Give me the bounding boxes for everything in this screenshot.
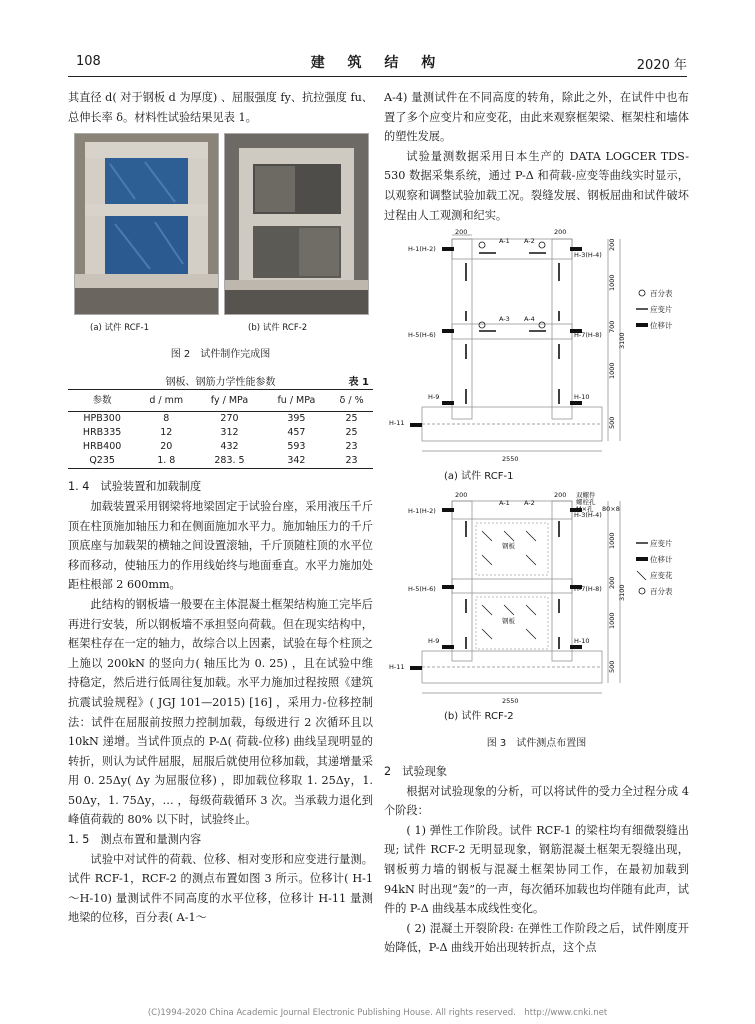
- running-header: [68, 52, 687, 74]
- gauge-b-h1: H-1(H-2): [408, 506, 436, 515]
- legend-a: [636, 288, 673, 330]
- right-column: [384, 88, 689, 958]
- legend-a-dial: 百分表: [650, 289, 673, 299]
- strain-gauges-b: [466, 521, 559, 649]
- legend-b-dial-icon: [639, 588, 645, 594]
- gauge-h11: H-11: [389, 419, 405, 428]
- table-cell: 1. 8: [136, 454, 196, 469]
- figure-3b-diagram: [384, 491, 689, 707]
- dim-a-1: 1000: [608, 274, 616, 292]
- table-number: 表 1: [348, 376, 369, 388]
- table-row: [68, 412, 373, 427]
- table-1-caption: [68, 373, 373, 389]
- section-1-5-heading: 1. 5 测点布置和量测内容: [68, 833, 202, 847]
- measurement-paragraph: 试验中对试件的荷载、位移、相对变形和应变进行量测。试件 RCF-1，RCF-2 的测点布置如图 3 所示。位移计( H-1～H-10) 量测试件不同高度的水平位移，位移计 H-11 量测地梁的位移，百分表( A-1～: [68, 852, 373, 925]
- intro-paragraph: 其直径 d( 对于钢板 d 为厚度) 、屈服强度 fy、抗拉强度 fu、总伸长率 δ。材料性试验结果见表 1。: [68, 91, 373, 124]
- page-number: 108: [76, 54, 101, 69]
- gauge-h9: H-9: [428, 393, 440, 402]
- dial-a2: A-2: [524, 237, 535, 246]
- legend-b: [636, 538, 673, 596]
- dim-total-a: 3100: [618, 332, 626, 350]
- figure-3-caption: 图 3 试件测点布置图: [486, 738, 587, 750]
- table-cell: 25: [345, 427, 358, 439]
- dial-b2: A-2: [524, 498, 535, 507]
- legend-dial-icon: [639, 290, 645, 296]
- dial-gauges-a: [479, 242, 545, 328]
- figure-3a-diagram: [384, 229, 689, 467]
- figure-3b-caption: (b) 试件 RCF-2: [444, 710, 514, 722]
- strain-gauges-a: [466, 253, 559, 404]
- section-2-heading: 2 试验现象: [384, 764, 448, 778]
- legend-b-disp-icon: [636, 557, 648, 561]
- table-cell: HPB300: [83, 413, 121, 425]
- legend-a-disp: 位移计: [650, 321, 673, 331]
- dim-top-a: 200: [455, 229, 468, 237]
- table-header-cell: 参数: [68, 389, 136, 412]
- left-column: [68, 88, 373, 928]
- table-cell: 395: [287, 413, 306, 425]
- dial-a3: A-3: [499, 315, 510, 324]
- dim-a-5: 200: [608, 238, 616, 252]
- loading-paragraph-1: 加载装置采用钢梁将地梁固定于试验台座，采用液压千斤顶在柱顶施加轴压力和在侧面施加水平力。施加轴压力的千斤顶底座与加载架的横轴之间设置滚轴，千斤顶随柱顶的水平位移而移动，使轴压力的作用线始终与地面垂直。水平力施加处距柱根部 2 600mm。: [68, 499, 373, 592]
- gauge-b-h3: H-3(H-4): [574, 510, 602, 519]
- table-cell: Q235: [68, 454, 136, 469]
- photo-rcf1: [74, 133, 219, 315]
- dial-a4: A-4: [524, 315, 535, 324]
- table-cell: 20: [160, 441, 173, 453]
- table-cell: 23: [330, 454, 373, 469]
- dial-b1: A-1: [499, 498, 510, 507]
- table-cell: 270: [220, 413, 239, 425]
- legend-a-strain: 应变片: [650, 305, 673, 315]
- dim-top-a2: 200: [554, 229, 567, 237]
- dim-b-2: 200: [608, 576, 616, 589]
- table-row: [68, 426, 373, 440]
- loading-paragraph-2: 此结构的钢板墙一般要在主体混凝土框架结构施工完毕后再进行安装，所以钢板墙不承担竖向荷载。但在现实结构中，框架柱存在一定的轴力，故综合以上因素，试验在每个柱顶之上施以 200kN 的竖向力( 轴压比为 0. 25) ，且在试验中维持稳定，然后进行低周往复加载。水平力施加过程按照《建筑抗震试验规程》( JGJ 101—2015) [16] ，采用力-位移控制法：试件在屈服前按照力控制加载，每级进行 2 次循环且以 10kN 递增。当试件顶点的 P-Δ( 荷载-位移) 曲线呈现明显的转折，则认为试件屈服，屈服后就使用位移加载，其递增量采用 0. 25Δy( Δy 为屈服位移) ，即加载位移取 1. 25Δy，1. 50Δy，1. 75Δy，… ，每级荷载循环 3 次。当承载力退化到峰值荷载的 80% 以下时，试验终止。: [68, 597, 373, 827]
- legend-b-strain: 应变片: [650, 538, 673, 548]
- table-cell: 457: [287, 427, 306, 439]
- figure-2-caption: 图 2 试件制作完成图: [170, 349, 271, 361]
- table-cell: 23: [345, 441, 358, 453]
- bolt-note-1: 双螺件: [576, 490, 596, 499]
- gauge-h5: H-5(H-6): [408, 331, 436, 340]
- dim-width-b: 2550: [502, 696, 519, 705]
- photo-rcf2: [224, 133, 369, 315]
- table-cell: 8: [163, 413, 170, 425]
- table-cell: 12: [160, 427, 173, 439]
- table-cell: 432: [220, 441, 239, 453]
- table-cell: 283. 5: [196, 454, 262, 469]
- table-header-cell: fu / MPa: [263, 389, 330, 412]
- gauge-b-h11: H-11: [389, 662, 405, 671]
- table-header-cell: fy / MPa: [196, 389, 262, 412]
- table-cell: HRB400: [82, 441, 122, 453]
- table-cell: 342: [263, 454, 330, 469]
- plate-label-top: 钢板: [502, 541, 515, 550]
- bolt-note-2: 螺栓孔: [576, 497, 596, 506]
- legend-b-rosette: 应变花: [650, 570, 673, 580]
- table-row: [68, 454, 373, 469]
- labels-b: [389, 491, 626, 705]
- frame-outline-a: [422, 239, 602, 441]
- gauge-h3: H-3(H-4): [574, 251, 602, 260]
- plate-label-bottom: 钢板: [502, 616, 515, 625]
- table-header-row: [68, 389, 373, 412]
- labels-a: [389, 229, 626, 463]
- gauge-h1: H-1(H-2): [408, 245, 436, 254]
- table-title: 钢板、钢筋力学性能参数: [165, 376, 276, 388]
- table-cell: 593: [287, 441, 306, 453]
- table-row: [68, 440, 373, 454]
- table-cell: 25: [345, 413, 358, 425]
- photo-rcf2-caption: (b) 试件 RCF-2: [248, 323, 308, 334]
- dim-a-4: 500: [608, 416, 616, 430]
- copyright-footer: (C)1994-2020 China Academic Journal Electronic Publishing House. All rights reserved. http://www.cnki.net: [147, 1008, 608, 1018]
- dim-top-b: 200: [455, 490, 468, 499]
- dim-a-3: 1000: [608, 362, 616, 380]
- year: 2020 年: [636, 58, 687, 73]
- table-body: [68, 412, 373, 469]
- legend-disp-icon: [636, 323, 648, 327]
- dim-b-4: 500: [608, 660, 616, 673]
- table-header-cell: d / mm: [136, 389, 196, 412]
- dim-b-1: 1000: [608, 532, 616, 549]
- figure-3a-caption: (a) 试件 RCF-1: [444, 471, 514, 483]
- figure-2-photos: [68, 133, 373, 343]
- dim-a-2: 700: [608, 320, 616, 334]
- gauge-b-h5: H-5(H-6): [408, 584, 436, 593]
- dim-width-a: 2550: [502, 455, 519, 464]
- legend-b-dial: 百分表: [650, 586, 673, 596]
- bolt-note-3: M×孔: [576, 504, 594, 513]
- legend-b-disp: 位移计: [650, 554, 673, 564]
- gauge-b-h7: H-7(H-8): [574, 584, 602, 593]
- phenomena-intro: 根据对试验现象的分析，可以将试件的受力全过程分成 4 个阶段：: [384, 784, 689, 818]
- legend-b-rosette-icon: [637, 571, 646, 580]
- elastic-stage-paragraph: ( 1) 弹性工作阶段。试件 RCF-1 的梁柱均有细微裂缝出现; 试件 RCF-2 无明显现象，钢筋混凝土框架无裂缝出现，钢板剪力墙的钢板与混凝土框架协同工作，在最初加载到 94kN 时出现“轰”的一声，每次循环加载也均伴随有此声，试件的 P-Δ 曲线基本成线性变化。: [384, 823, 689, 916]
- dim-top-b2: 200: [554, 490, 567, 499]
- gauge-b-h9: H-9: [428, 636, 440, 645]
- cracking-stage-paragraph: ( 2) 混凝土开裂阶段: 在弹性工作阶段之后，试件刚度开始降低，P-Δ 曲线开始出现转折点，这个点: [384, 921, 689, 955]
- header-rule: [68, 76, 687, 77]
- table-cell: HRB335: [82, 427, 122, 439]
- data-acquisition-paragraph: 试验量测数据采用日本生产的 DATA LOGCER TDS-530 数据采集系统，通过 P-Δ 和荷载-应变等曲线实时显示，以观察和调整试验加载工况。裂缝发展、钢板屈曲和试件破坏过程由人工观测和纪实。: [384, 149, 689, 222]
- gauge-h7: H-7(H-8): [574, 331, 602, 340]
- dim-total-b: 3100: [618, 584, 626, 601]
- table-cell: 312: [220, 427, 239, 439]
- bolt-note-4: 80×8: [602, 504, 620, 513]
- gauge-h10: H-10: [574, 393, 590, 402]
- material-properties-table: [68, 389, 373, 470]
- section-1-4-heading: 1. 4 试验装置和加载制度: [68, 480, 202, 494]
- dial-a1: A-1: [499, 237, 510, 246]
- dim-b-3: 1000: [608, 612, 616, 629]
- photo-rcf1-caption: (a) 试件 RCF-1: [90, 323, 150, 334]
- gauge-b-h10: H-10: [574, 636, 590, 645]
- journal-title: 建 筑 结 构: [310, 55, 445, 71]
- continuation-paragraph: A-4) 量测试件在不同高度的转角，除此之外，在试件中也布置了多个应变片和应变花，由此来观察框架梁、框架柱和墙体的塑性发展。: [384, 91, 689, 144]
- table-header-cell: δ / %: [330, 389, 373, 412]
